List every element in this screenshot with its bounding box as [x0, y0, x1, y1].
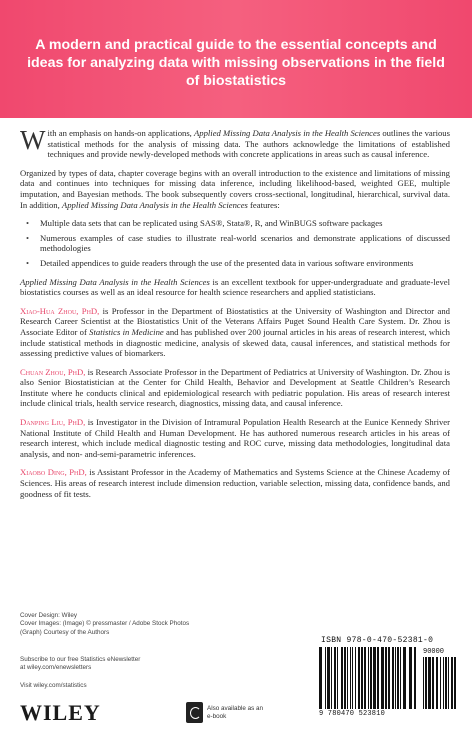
price-code: 90000 [423, 648, 445, 656]
barcode-stripe [388, 647, 390, 709]
barcode-stripe [381, 647, 384, 709]
barcode-stripe [414, 647, 416, 709]
book-title: Applied Missing Data Analysis in the Health Sciences [194, 128, 381, 138]
barcode-stripe [361, 647, 363, 709]
barcode-stripe [355, 647, 356, 709]
barcode-stripe [409, 647, 412, 709]
headline-banner [0, 0, 472, 118]
barcode-stripe [352, 647, 353, 709]
book-title: Applied Missing Data Analysis in the Health Sciences [20, 276, 210, 287]
barcode-stripe [358, 647, 360, 709]
author-bio: Chuan Zhou, PhD, is Research Associate Professor in the Department of Pediatrics at University of Washington. Dr. Zhou is also Senior Biostatistician at the Center for Child Health, Behavior and Development at Seattle Children’s Research Institute where he conducts clinical and epidemiological research with pediatric population. His areas of research interest include clinical trials, health service research, diagnostics, missing data, and causal inference. [20, 366, 450, 409]
barcode-stripe [341, 647, 343, 709]
barcode-stripe [334, 647, 336, 709]
author-name: Xiaobo Ding, PhD, [20, 467, 87, 478]
barcode-bars [319, 647, 419, 709]
barcode-stripe [377, 647, 379, 709]
ebook-icon [186, 702, 203, 723]
barcode-stripe [448, 657, 449, 709]
barcode-stripe [403, 647, 406, 709]
book-title: Applied Missing Data Analysis in the Health Sciences [61, 199, 248, 210]
author-bio: Xiaobo Ding, PhD, is Assistant Professor in the Academy of Mathematics and Systems Science at the Chinese Academy of Sciences. His areas of research interest include dimension reduction, variable selection, missing data, confidence bands, and goodness of fit tests. [20, 467, 450, 499]
barcode-stripe [319, 647, 322, 709]
barcode-stripe [344, 647, 346, 709]
barcode-stripe [443, 657, 444, 709]
author-bios [20, 306, 450, 500]
coverage-paragraph: Organized by types of data, chapter coverage begins with an overall introduction to the existence and limitations of missing data and continues into techniques for missing data inference, including likelihood-based, weighted GEE, multiple imputation, and Bayesian methods. The book subsequently covers cross-sectional, longitudinal, hierarchical, survival data. In addition, Applied Missing Data Analysis in the Health Sciences features: [20, 167, 450, 210]
barcode-stripe [400, 647, 401, 709]
barcode-stripe [347, 647, 348, 709]
summary-paragraph: Applied Missing Data Analysis in the Health Sciences is an excellent textbook for upper-undergraduate and graduate-level biostatistics courses as well as an ideal resource for health science researchers and applied statisticians. [20, 276, 450, 298]
barcode-stripe [368, 647, 369, 709]
list-item: • Numerous examples of case studies to illustrate real-world scenarios and demonstrate applications of discussed methodologies [32, 233, 450, 254]
barcode-stripe [392, 647, 394, 709]
author-name: Chuan Zhou, PhD, [20, 366, 86, 377]
newsletter-note: Subscribe to our free Statistics eNewsletter at wiley.com/enewsletters [20, 656, 141, 672]
author-name: Danping Liu, PhD, [20, 417, 86, 428]
barcode-stripe [432, 657, 434, 709]
barcode-stripe [350, 647, 351, 709]
barcode-stripe [397, 647, 399, 709]
barcode-stripe [436, 657, 438, 709]
intro-paragraph: With an emphasis on hands-on applications, Applied Missing Data Analysis in the Health Sciences outlines the various statistical methods for the analysis of missing data. The authors acknowledge the limitations of established techniques and provide newly-developed methods with concrete applications in areas such as causal inference. [20, 125, 450, 160]
barcode-stripe [385, 647, 387, 709]
list-item: • Detailed appendices to guide readers through the use of the presented data in various software environments [32, 258, 450, 269]
author-bio: Xiao-Hua Zhou, PhD, is Professor in the Department of Biostatistics at the University of Washington and Director and Research Career Scientist at the Biostatistics Unit of the Veterans Affairs Puget Sound Health Care System. Dr. Zhou is Associate Editor of Statistics in Medicine and has published over 200 journal articles in his areas of research interest, which include statistical methods in diagnostic medicine, analysis of skewed data, causal inferences, and statistical methods for assessing predictive values of biomarkers. [20, 305, 450, 359]
barcode-stripe [423, 657, 424, 709]
author-bio: Danping Liu, PhD, is Investigator in the Division of Intramural Population Health Research at the Eunice Kennedy Shriver National Institute of Child Health and Human Development. He has authored numerous research articles in his areas of research interest, which include medical diagnostic testing and ROC curve, missing data methodologies, longitudinal data analysis, and non- and-semi-parametric inferences. [20, 417, 450, 459]
barcode-stripe [451, 657, 453, 709]
barcode-stripe [395, 647, 396, 709]
cover-credits: Cover Design: Wiley Cover Images: (Image) © pressmaster / Adobe Stock Photos (Graph) Courtesy of the Authors [20, 612, 190, 636]
price-barcode-bars [423, 657, 457, 709]
barcode-stripe [331, 647, 332, 709]
barcode-stripe [373, 647, 376, 709]
barcode-stripe [327, 647, 330, 709]
wiley-logo: WILEY [20, 700, 101, 725]
barcode-stripe [454, 657, 456, 709]
feature-list [20, 218, 450, 268]
back-cover-text [20, 125, 450, 507]
barcode-stripe [440, 657, 441, 709]
barcode-stripe [325, 647, 326, 709]
barcode-digits: 9 780470 523810 [319, 710, 386, 718]
website-link[interactable]: Visit wiley.com/statistics [20, 682, 87, 689]
list-item: • Multiple data sets that can be replicated using SAS®, Stata®, R, and WinBUGS software packages [32, 218, 450, 229]
author-name: Xiao-Hua Zhou, PhD, [20, 305, 100, 316]
barcode-stripe [428, 657, 431, 709]
barcode-stripe [337, 647, 338, 709]
headline: A modern and practical guide to the essential concepts and ideas for analyzing data with missing observations in the field of biostatistics [27, 37, 445, 89]
barcode-stripe [370, 647, 372, 709]
isbn-barcode [319, 636, 457, 730]
barcode-stripe [445, 657, 447, 709]
dropcap: W [20, 125, 46, 155]
ebook-badge: Also available as an e-book [186, 702, 269, 723]
isbn-number: ISBN 978-0-470-52381-0 [321, 636, 434, 645]
barcode-stripe [425, 657, 427, 709]
barcode-stripe [364, 647, 366, 709]
